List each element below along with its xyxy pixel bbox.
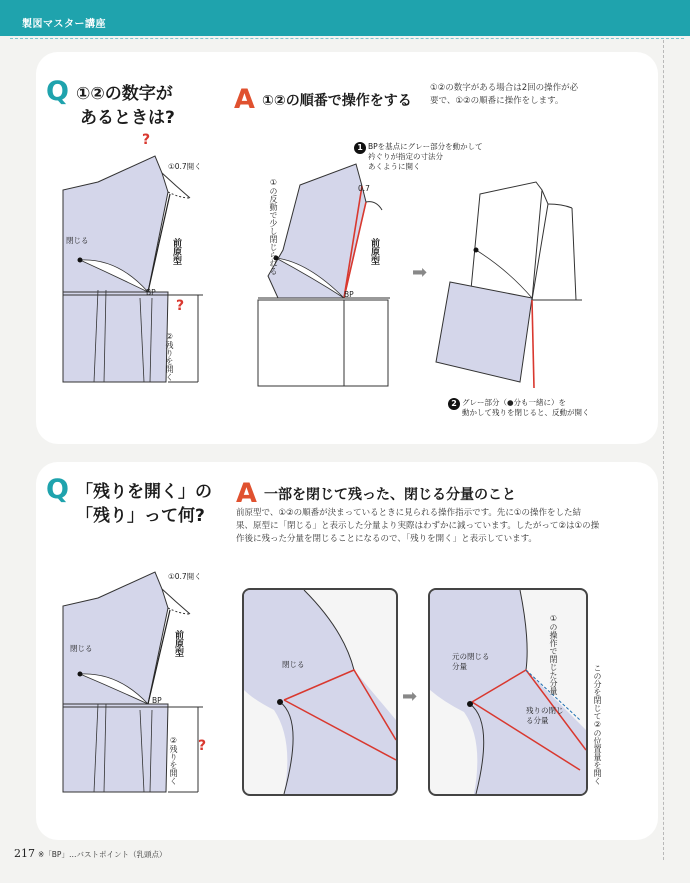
zoom-1-label-close: 閉じる (282, 660, 305, 669)
pattern-diagram-mid-1 (258, 150, 398, 400)
question-2 (76, 480, 212, 528)
label-body-1: 前原型 (171, 238, 181, 265)
zoom-box-1 (242, 588, 398, 796)
header-divider (10, 38, 684, 39)
pattern-diagram-right-1 (436, 162, 586, 412)
page-number: 217 (14, 847, 35, 860)
a-badge-2: A (236, 478, 257, 509)
answer-2-note (236, 507, 599, 546)
answer-1-note-line1: ①②の数字がある場合は2回の操作が必 (430, 83, 579, 93)
step-1-line3: あくように開く (368, 162, 421, 171)
label-bp-1b: BP (344, 290, 354, 299)
question-1 (76, 82, 175, 130)
question-mark-1b: ? (176, 298, 185, 314)
answer-1-title: ①②の順番で操作をする (262, 93, 412, 109)
label-body-1b: 前原型 (369, 238, 379, 265)
label-07: 0.7 (358, 184, 370, 193)
label-remain-2: ②残りを開く (169, 736, 178, 785)
q-badge-2: Q (46, 474, 69, 505)
label-close-1: 閉じる (66, 236, 89, 245)
header-title: 製図マスター講座 (22, 19, 106, 30)
zoom-2-label-remain: 残りの閉じる分量 (526, 706, 564, 725)
arrow-right-icon: ➡ (412, 262, 428, 283)
label-open-1: ①0.7開く (168, 162, 202, 171)
label-body-2: 前原型 (173, 630, 183, 657)
pattern-diagram-left-2 (58, 556, 208, 806)
step-2-line2: 動かして残りを閉じると、反動が開く (462, 408, 590, 417)
zoom-2-label-after: ①の操作で閉じた分量 (549, 614, 558, 695)
question-2-line2: 「残り」って何? (76, 506, 205, 526)
label-open-2: ①0.7開く (168, 572, 202, 581)
q-badge-1: Q (46, 76, 69, 107)
answer-2-note-line2: 果、原型に「閉じる」と表示した分量より実際はわずかに減っています。したがって②は①の操 (236, 521, 600, 531)
label-remain-1: ②残りを開く (165, 332, 174, 381)
answer-2-note-line1: 前原型で、①②の順番が決まっているときに見られる操作指示です。先に①の操作をした結 (236, 508, 582, 518)
label-bp-1: BP (146, 288, 156, 297)
question-2-line1: 「残りを開く」の (76, 482, 212, 502)
question-1-line1: ①②の数字が (76, 84, 173, 104)
answer-1-note-line2: 要で、①②の順番に操作をします。 (430, 96, 564, 106)
step-1-line1: BPを基点にグレー部分を動かして (368, 142, 483, 151)
label-close-2: 閉じる (70, 644, 93, 653)
question-1-line2: あるときは? (80, 108, 175, 128)
step-number-2: 2 (448, 398, 460, 410)
answer-2-title: 一部を閉じて残った、閉じる分量のこと (264, 487, 516, 503)
step-2-line1: グレー部分（●分も一緒に）を (462, 398, 567, 407)
footer-note: ※「BP」…バストポイント（乳頭点） (38, 850, 167, 859)
side-note: この分を閉じて②の位置量を開く (593, 664, 602, 785)
arrow-right-icon-2: ➡ (402, 686, 418, 707)
question-mark-1a: ? (142, 132, 151, 148)
zoom-2-label-orig: 元の閉じる分量 (452, 652, 490, 671)
answer-2-note-line3: 作後に残った分量を閉じることになるので、「残りを開く」と表示しています。 (236, 534, 537, 544)
label-bp-2: BP (152, 696, 162, 705)
step-number-1: 1 (354, 142, 366, 154)
a-badge-1: A (234, 84, 255, 115)
step-2-caption (462, 398, 590, 418)
margin-guide-line (663, 40, 664, 860)
zoom-box-2 (428, 588, 588, 796)
step-1-line2: 衿ぐりが指定の寸法分 (368, 152, 443, 161)
answer-1-note (430, 82, 578, 108)
pattern-diagram-left-1 (58, 140, 208, 390)
question-mark-2: ? (198, 738, 207, 754)
reverse-note: ①の反動で少し閉じられる (269, 178, 278, 275)
